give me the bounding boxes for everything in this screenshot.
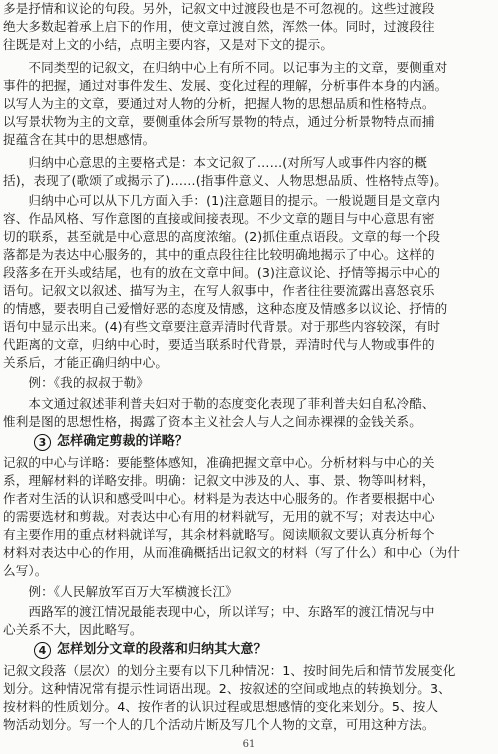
text-line: 作者对生活的认识和感受叫中心。材料是为表达中心服务的。作者要根据中心 (3, 491, 435, 506)
text-line: 心关系不大，因此略写。 (3, 622, 143, 637)
text-line: 绝大多数起着承上启下的作用，使文章过渡自然，浑然一体。同时，过渡段往 (3, 19, 435, 34)
text-line: 不同类型的记叙文，在归纳中心上有所不同。以记事为主的文章，要侧重对 (3, 60, 448, 75)
text-line: 记叙的中心与详略：要能整体感知，准确把握文章中心。分析材料与中心的关 (3, 455, 435, 470)
text-line: 语句。记叙文以叙述、描写为主，在写人叙事中，作者往往要流露出喜怒哀乐 (3, 283, 435, 298)
text-line: 事件的把握，通过对事件发生、发展、变化过程的理解，分析事件本身的内涵。 (3, 78, 448, 93)
text-line: 以写景状物为主的文章，要侧重体会所写景物的特点，通过分析景物特点而捕 (3, 114, 435, 129)
example-title: 例：《人民解放军百万大军横渡长江》 (3, 584, 238, 599)
text-line: 么写）。 (3, 563, 48, 578)
heading-text: 怎样划分文章的段落和归纳其大意？ (57, 642, 267, 657)
circled-number: 4 (34, 642, 51, 659)
section-heading-3 (34, 433, 494, 451)
section-heading-4 (34, 641, 494, 659)
text-line: 代距离的文章，归纳中心时，要适当联系时代背景，弄清时代与人物或事件的 (3, 337, 435, 352)
text-line: 关系后，才能正确归纳中心。 (3, 355, 169, 370)
text-line: 切的联系，甚至就是中心意思的高度浓缩。(2)抓住重点语段。文章的每一个段 (3, 229, 441, 244)
text-line: 惟利是图的思想性格，揭露了资本主义社会人与人之间赤裸裸的金钱关系。 (3, 414, 422, 429)
example-title: 例：《我的叔叔于勒》 (3, 375, 150, 390)
text-line: 落都是为表达中心服务的，其中的重点段往往比较明确地揭示了中心。这样的 (3, 247, 435, 262)
text-line: 物活动划分。写一个人的几个活动片断及写几个人物的文章，可用这种方法。 (3, 717, 435, 732)
text-line: 的需要选材和剪裁。对表达中心有用的材料就写，无用的就不写；对表达中心 (3, 509, 435, 524)
text-line: 括)，表现了(歌颂了或揭示了)……(指事件意义、人物思想品质、性格特点等)。 (3, 173, 447, 188)
text-line: 记叙文段落（层次）的划分主要有以下几种情况：1、按时间先后和情节发展变化 (3, 663, 456, 678)
heading-text: 怎样确定剪裁的详略？ (57, 434, 189, 449)
text-line: 容、作品风格、写作意图的直接或间接表现。不少文章的题目与中心意思有密 (3, 211, 435, 226)
text-line: 有主要作用的重点材料就详写，其余材料就略写。阅读顺叙文要认真分析每个 (3, 527, 435, 542)
text-line: 语句中显示出来。(4)有些文章要注意弄清时代背景。对于那些内容较深，有时 (3, 319, 441, 334)
text-line: 以写人为主的文章，要通过对人物的分析，把握人物的思想品质和性格特点。 (3, 96, 435, 111)
text-line: 多是抒情和议论的句段。另外，记叙文中过渡段也是不可忽视的。这些过渡段 (3, 1, 435, 16)
text-line: 往既是对上文的小结，点明主要内容，又是对下文的提示。 (3, 37, 334, 52)
text-line: 捉蕴含在其中的思想感情。 (3, 132, 156, 147)
text-line: 材料对表达中心的作用，从而准确概括出记叙文的材料（写了什么）和中心（为什 (3, 545, 460, 560)
text-line: 本文通过叙述菲利普夫妇对于勒的态度变化表现了菲利普夫妇自私冷酷、 (3, 396, 435, 411)
circled-number: 3 (34, 434, 51, 451)
text-line: 归纳中心意思的主要格式是：本文记叙了……(对所写人或事件内容的概 (3, 155, 427, 170)
text-line: 归纳中心可以从下几方面入手：(1)注意题目的提示。一般说题目是文章内 (3, 193, 441, 208)
page-number: 61 (242, 739, 256, 750)
text-line: 西路军的渡江情况最能表现中心，所以详写；中、东路军的渡江情况与中 (3, 604, 435, 619)
text-line: 段落多在开头或结尾，也有的放在文章中间。(3)注意议论、抒情等揭示中心的 (3, 265, 441, 280)
text-line: 划分。这种情况常有提示性词语出现。2、按叙述的空间或地点的转换划分。3、 (3, 681, 451, 696)
text-line: 系，理解材料的详略安排。明确：记叙文中涉及的人、事、景、物等叫材料， (3, 473, 435, 488)
text-line: 的情感，要表明自己爱憎好恶的态度及情感，这种态度及情感多以议论、抒情的 (3, 301, 448, 316)
text-line: 按材料的性质划分。4、按作者的认识过程或思想感情的变化来划分。5、按人 (3, 699, 439, 714)
